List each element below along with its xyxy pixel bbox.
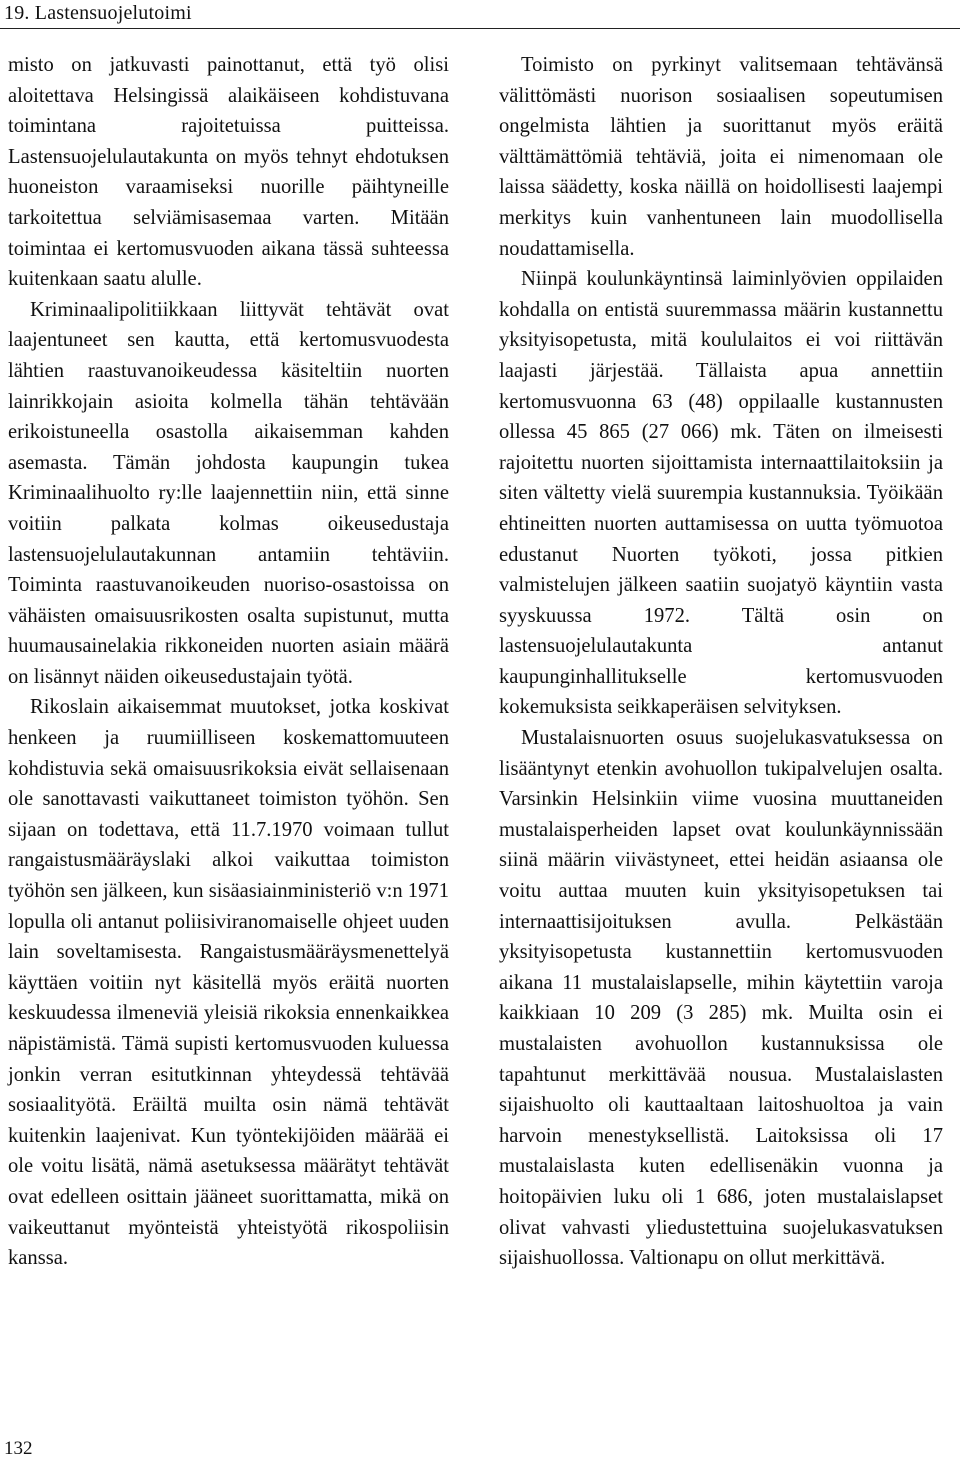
paragraph: Toimisto on pyrkinyt valitsemaan tehtävänsä välittömästi nuorison sosiaalisen sopeutumisen ongelmista lähtien ja suorittanut myös eräitä välttämättömiä tehtäviä, joita ei nimenomaan ole laissa säädetty, koska näillä on hoidollisesti laajempi merkitys kuin vanhentuneen lain muodollisella noudattamisella. [499, 54, 943, 260]
header-divider [0, 28, 960, 29]
paragraph: Mustalaisnuorten osuus suojelukasvatuksessa on lisääntynyt etenkin avohuollon tukipalvelujen osalta. Varsinkin Helsinkiin viime vuosina muuttaneiden mustalaisperheiden lapset ovat koulunkäynnissään siinä määrin viivästyneet, ettei heidän asiaansa ole voitu auttaa muuten kuin yksityisopetuksen tai internaattisijoituksen avulla. Pelkästään yksityisopetusta kustannettiin kertomusvuoden aikana 11 mustalaislapselle, mihin käytettiin varoja kaikkiaan 10 209 (3 285) mk. Muilta osin ei mustalaisten avohuollon kustannuksissa ole tapahtunut merkittävää nousua. Mustalaislasten sijaishuolto oli kauttaaltaan laitoshuoltoa ja vain harvoin menestyksellistä. Laitoksissa oli 17 mustalaislasta kuten edellisenäkin vuonna ja hoitopäivien luku oli 1 686, joten mustalaislapset olivat vahvasti yliedustettuina suojelukasvatuksen sijaishuollossa. Valtionapu on ollut merkittävä. [499, 727, 943, 1270]
page-number: 132 [4, 1438, 33, 1459]
paragraph: Niinpä koulunkäyntinsä laiminlyövien oppilaiden kohdalla on entistä suuremmassa määrin kustannettu yksityisopetusta, mitä koululaitos ei voi riittävän laajasti järjestää. Tällaista apua annettiin kertomusvuonna 63 (48) oppilaalle kustannusten ollessa 45 865 (27 066) mk. Täten on ilmeisesti rajoitettu nuorten sijoittamista internaattilaitoksiin ja siten vältetty vielä suurempia kustannuksia. Työikään ehtineitten nuorten auttamisessa on uutta työmuotoa edustanut Nuorten työkoti, jossa pitkien valmistelujen jälkeen saatiin suojatyö käyntiin vasta syyskuussa 1972. Tältä osin on lastensuojelulautakunta antanut kaupunginhallitukselle kertomusvuoden kokemuksista seikkaperäisen selvityksen. [499, 268, 943, 719]
paragraph: Kriminaalipolitiikkaan liittyvät tehtävät ovat laajentuneet sen kautta, että kertomusvuodesta lähtien raastuvanoikeudessa käsiteltiin nuorten lainrikkojain asioita kolmella tähän tehtävään erikoistuneella osastolla aikaisemman kahden asemasta. Tämän johdosta kaupungin tukea Kriminaalihuolto ry:lle laajennettiin niin, että sinne voitiin palkata kolmas oikeusedustaja lastensuojelulautakunnan antamiin tehtäviin. Toiminta raastuvanoikeuden nuoriso-osastoissa on vähäisten omaisuusrikosten osalta supistunut, mutta huumausainelakia rikkoneiden nuorten asiain määrä on lisännyt näiden oikeusedustajain työtä. [8, 298, 449, 688]
left-text-column [8, 50, 449, 1274]
paragraph: Rikoslain aikaisemmat muutokset, jotka koskivat henkeen ja ruumiilliseen koskemattomuuteen kohdistuvia sekä omaisuusrikoksia eivät sellaisenaan ole sanottavasti vaikuttaneet toimiston työhön. Sen sijaan on todettava, että 11.7.1970 voimaan tullut rangaistusmääräyslaki alkoi vaikuttaa toimiston työhön sen jälkeen, kun sisäasiainministeriö v:n 1971 lopulla oli antanut poliisiviranomaiselle ohjeet uuden lain soveltamisesta. Rangaistusmääräysmenettelyä käyttäen voitiin nyt käsitellä myös eräitä nuorten keskuudessa ilmeneviä yleisiä rikoksia ennenkaikkea näpistämistä. Tämä supisti kertomusvuoden kuluessa jonkin verran esitutkinnan yhteydessä tehtävää sosiaalityötä. Eräiltä muilta osin nämä tehtävät kuitenkin laajenivat. Kun työntekijöiden määrää ei ole voitu lisätä, nämä asetuksessa määrätyt tehtävät ovat edelleen osittain jääneet suorittamatta, mikä on vaikeuttanut myönteistä yhteistyötä rikospoliisin kanssa. [8, 696, 449, 1270]
paragraph: misto on jatkuvasti painottanut, että työ olisi aloitettava Helsingissä alaikäiseen kohdistuvana toimintana rajoitetuissa puitteissa. Lastensuojelulautakunta on myös tehnyt ehdotuksen huoneiston varaamiseksi nuorille päihtyneille tarkoitettua selviämisasemaa varten. Mitään toimintaa ei kertomusvuoden aikana tässä suhteessa kuitenkaan saatu alulle. [8, 54, 449, 291]
right-text-column [499, 50, 943, 1274]
running-header-title: 19. Lastensuojelutoimi [4, 2, 192, 24]
